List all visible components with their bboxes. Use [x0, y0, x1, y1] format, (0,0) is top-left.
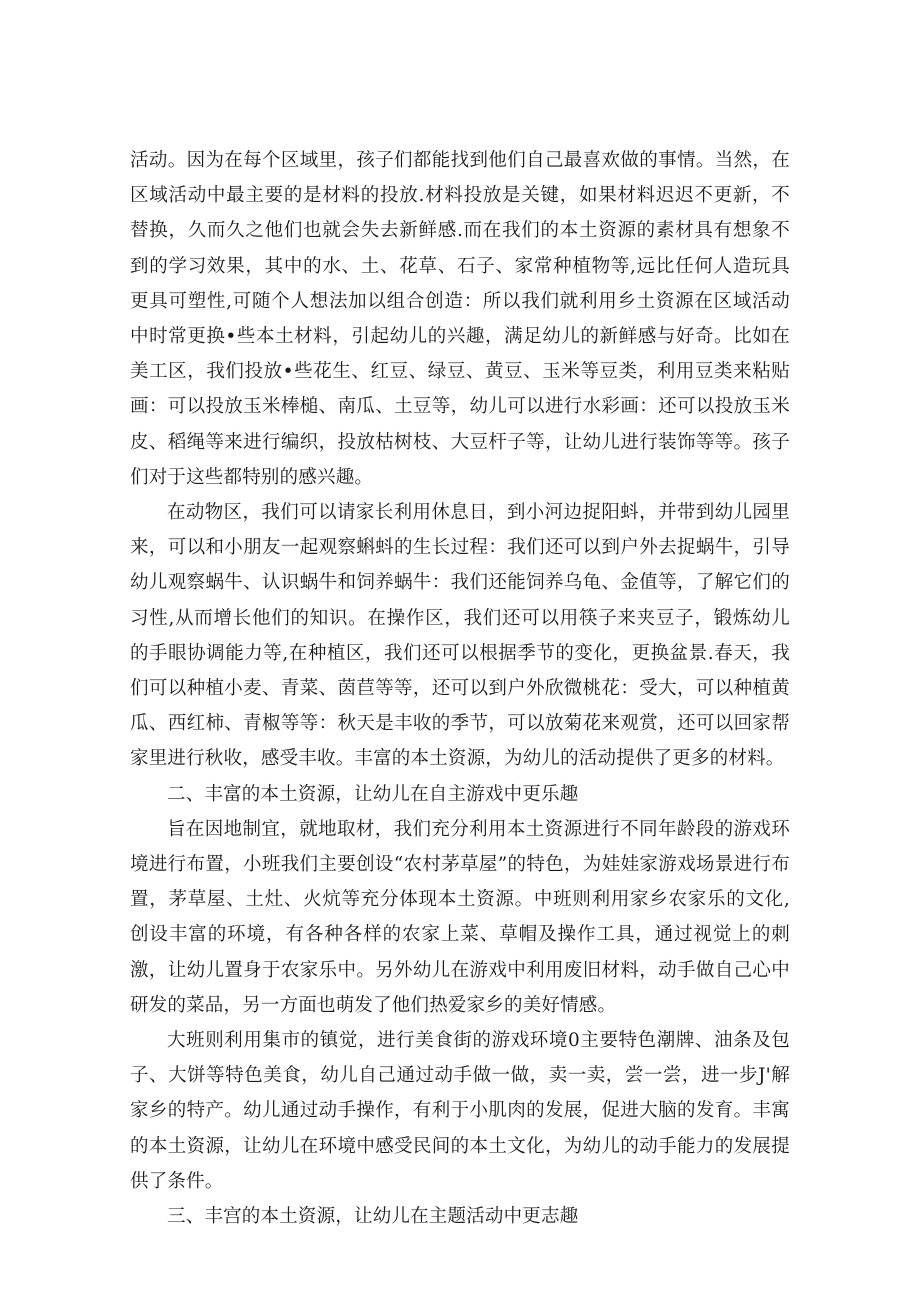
section-heading-2: 二、丰富的本土资源，让幼儿在自主游戏中更乐趣: [167, 783, 579, 805]
section-heading-3: 三、丰宫的本土资源，让幼儿在主题活动中更志趣: [167, 1206, 579, 1228]
paragraph-continuation: 活动。因为在每个区域里，孩子们都能找到他们自己最喜欢做的事情。当然，在区域活动中最主要的是材料的投放.材料投放是关键，如果材料迟迟不更新，不替换，久而久之他们也就会失去新鲜感.而在我们的本土资源的素材具有想象不到的学习效果，其中的水、土、花草、石子、家常种植物等,远比任何人造玩具更具可塑性,可随个人想法加以组合创造：所以我们就利用乡土资源在区域活动中时常更换•些本土材料，引起幼儿的兴趣，满足幼儿的新鲜感与好奇。比如在美工区，我们投放•些花生、红豆、绿豆、黄豆、玉米等豆类，利用豆类来粘贴画：可以投放玉米棒槌、南瓜、土豆等，幼儿可以进行水彩画：还可以投放玉米皮、稻绳等来进行编织，投放枯树枝、大豆杆子等，让幼儿进行装饰等等。孩子们对于这些都特别的感兴趣。: [130, 150, 790, 488]
paragraph-animal-area: 在动物区，我们可以请家长利用休息日，到小河边捉阳蚪，并带到幼儿园里来，可以和小朋友一起观察蝌蚪的生长过程：我们还可以到户外去捉蜗牛，引导幼儿观察蜗牛、认识蜗牛和饲养蜗牛：我们还能饲养乌龟、金值等，了解它们的习性,从而增长他们的知识。在操作区，我们还可以用筷子来夹豆子，锻炼幼儿的手眼协调能力等,在种植区，我们还可以根据季节的变化，更换盆景.春天，我们可以种植小麦、青菜、茵苣等等，还可以到户外欣微桃花：受大，可以种植黄瓜、西红柿、青椒等等：秋天是丰收的季节，可以放菊花来观赏，还可以回家帮家里进行秋收，感受丰收。丰富的本土资源，为幼儿的活动提供了更多的材料。: [130, 502, 790, 770]
paragraph-senior-class: 大班则利用集市的镇觉，进行美食街的游戏环境0主要特色潮牌、油条及包子、大饼等特色美食，幼儿自己通过动手做一做，卖一卖，尝一尝，进一步J'解家乡的特产。幼儿通过动手操作，有利于小肌肉的发展，促进大脑的发育。丰寓的本土资源，让幼儿在环境中感受民间的本土文化，为幼儿的动手能力的发展提供了条件。: [130, 1030, 790, 1192]
paragraph-game-environment: 旨在因地制宜，就地取材，我们充分利用本土资源进行不同年龄段的游戏环境进行布置，小班我们主要创设“农村茅草屋”的特色，为娃娃家游戏场景进行布置，茅草屋、土灶、火炕等充分体现本土资源。中班则利用家乡农家乐的文化,创设丰富的环境，有各种各样的农家上菜、草帽及操作工具，通过视觉上的刺激，让幼儿置身于农家乐中。另外幼儿在游戏中利用废旧材料，动手做自己心中研发的菜品，另一方面也萌发了他们热爱家乡的美好情感。: [130, 818, 790, 1016]
document-body: [130, 143, 790, 1234]
